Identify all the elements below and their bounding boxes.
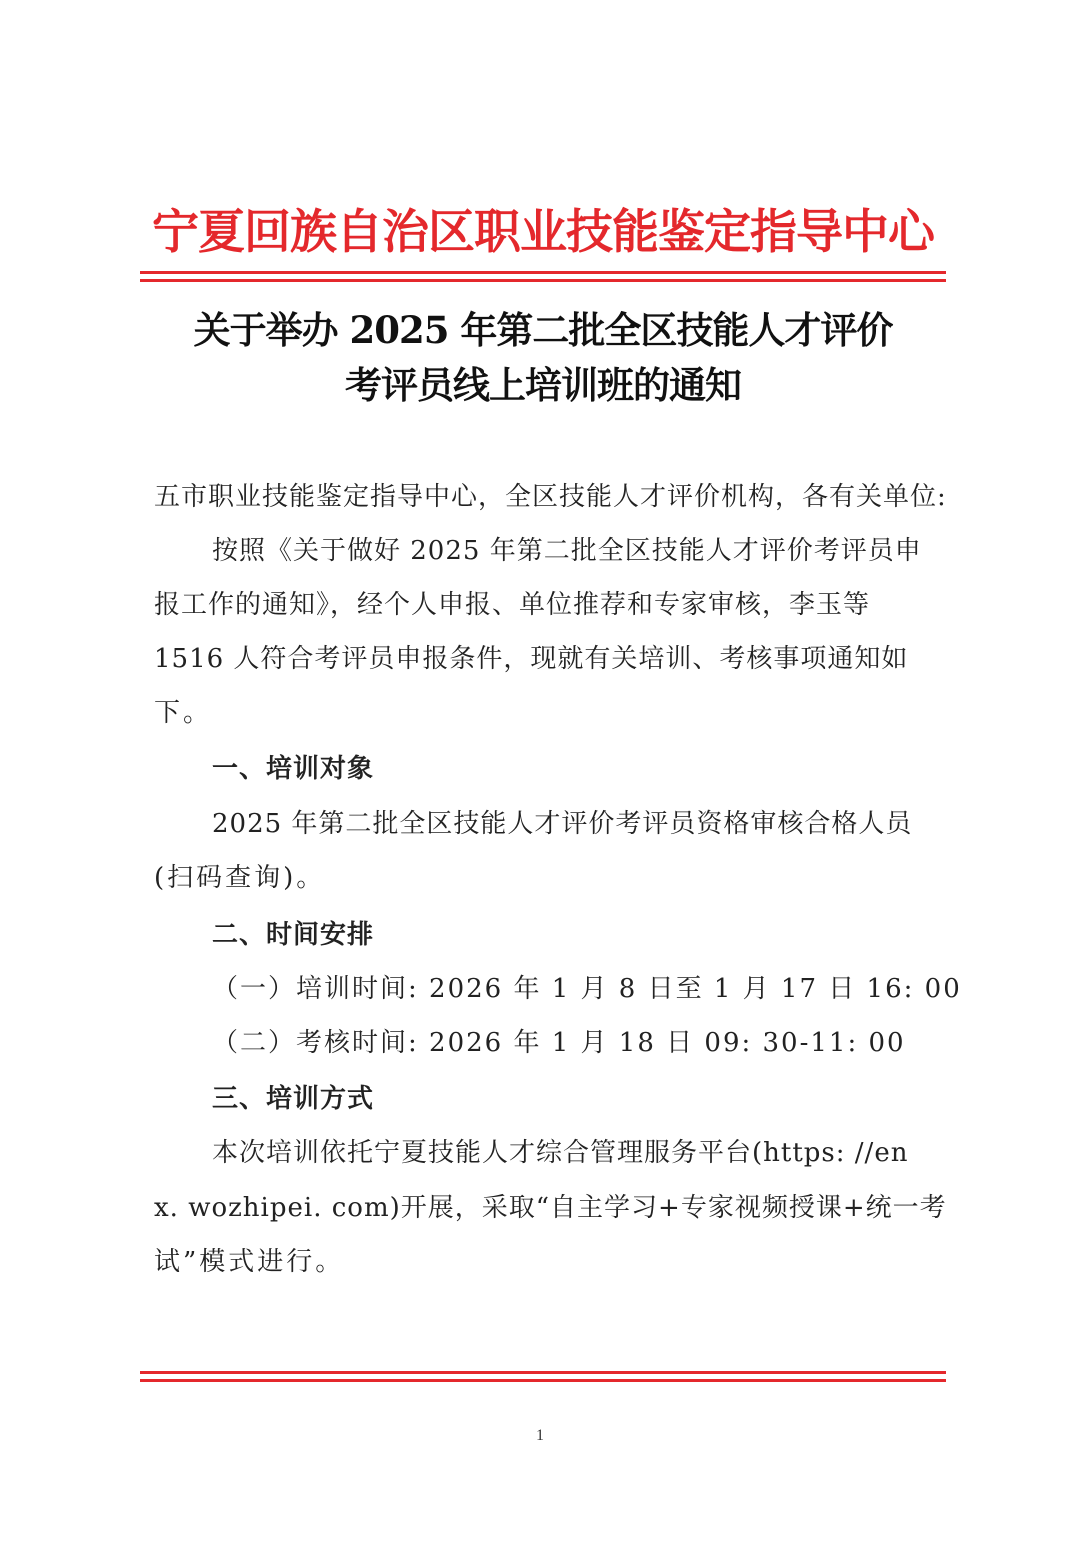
page-number: 1 [536,1427,544,1444]
notice-title-line-2: 考评员线上培训班的通知 [345,363,741,407]
notice-title-line-1: 关于举办 2025 年第二批全区技能人才评价 [193,308,893,352]
intro-line-1: 按照《关于做好 2025 年第二批全区技能人才评价考评员申 [212,536,922,566]
letterhead-rule-bottom [140,279,946,282]
intro-line-2: 报工作的通知》，经个人申报、单位推荐和专家审核，李玉等 [154,590,871,620]
section-1-line-1: 2025 年第二批全区技能人才评价考评员资格审核合格人员 [212,809,913,839]
intro-line-3: 1516 人符合考评员申报条件，现就有关培训、考核事项通知如 [154,644,909,674]
section-3-line-2: x. wozhipei. com)开展，采取“自主学习+专家视频授课+统一考 [154,1193,947,1223]
footer-rule-bottom [140,1379,946,1382]
section-3-heading: 三、培训方式 [212,1084,375,1114]
section-2-line-2: （二）考核时间: 2026 年 1 月 18 日 09: 30-11: 00 [212,1028,906,1058]
letterhead-rule-top [140,271,946,274]
section-1-line-2: (扫码查询)。 [154,863,326,893]
section-3-line-1: 本次培训依托宁夏技能人才综合管理服务平台(https: //en [212,1138,909,1168]
letterhead-title: 宁夏回族自治区职业技能鉴定指导中心 [152,205,934,260]
section-3-line-3: 试”模式进行。 [154,1247,345,1277]
section-1-heading: 一、培训对象 [212,754,375,784]
footer-rule-top [140,1371,946,1374]
addressee: 五市职业技能鉴定指导中心，全区技能人才评价机构，各有关单位: [154,482,947,512]
section-2-heading: 二、时间安排 [212,920,375,950]
intro-line-4: 下。 [154,698,213,728]
section-2-line-1: （一）培训时间: 2026 年 1 月 8 日至 1 月 17 日 16: 00 [212,974,962,1004]
